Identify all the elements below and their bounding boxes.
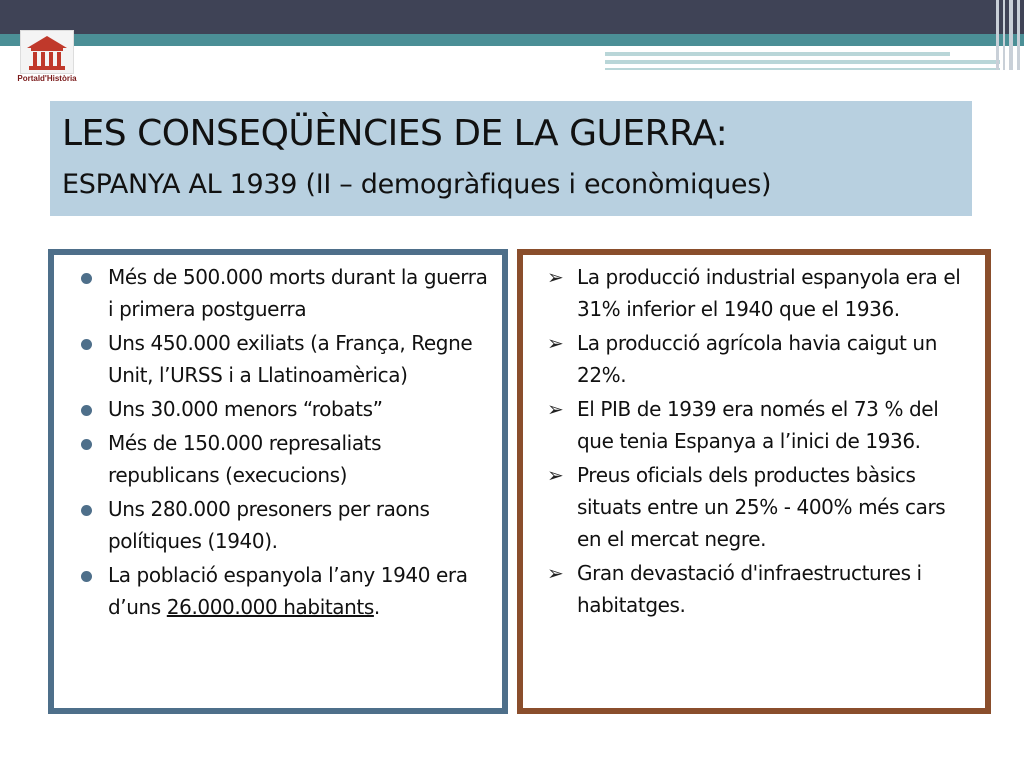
economic-list bbox=[523, 255, 985, 621]
bullet-dot-icon bbox=[81, 405, 92, 416]
arrow-bullet-icon: ➢ bbox=[547, 561, 564, 585]
logo[interactable] bbox=[14, 30, 80, 88]
list-item bbox=[547, 459, 975, 555]
arrow-bullet-icon: ➢ bbox=[547, 331, 564, 355]
list-item bbox=[81, 493, 490, 557]
list-item bbox=[547, 261, 975, 325]
list-item-text: El PIB de 1939 era només el 73 % del que tenia Espanya a l’inici de 1936. bbox=[577, 397, 939, 453]
list-item-text: Gran devastació d'infraestructures i habitatges. bbox=[577, 561, 922, 617]
list-item-text: La producció agrícola havia caigut un 22%. bbox=[577, 331, 937, 387]
list-item bbox=[81, 261, 490, 325]
list-item bbox=[81, 393, 490, 425]
list-item-text: Més de 500.000 morts durant la guerra i primera postguerra bbox=[108, 265, 488, 321]
logo-label: Portald'Història bbox=[17, 74, 77, 83]
page-title: LES CONSEQÜÈNCIES DE LA GUERRA: bbox=[62, 113, 728, 154]
arrow-bullet-icon: ➢ bbox=[547, 265, 564, 289]
arrow-bullet-icon: ➢ bbox=[547, 463, 564, 487]
demographic-consequences-panel bbox=[48, 249, 508, 714]
list-item-text: Més de 150.000 represaliats republicans (execucions) bbox=[108, 431, 382, 487]
list-item bbox=[81, 327, 490, 391]
list-item-text: Uns 30.000 menors “robats” bbox=[108, 397, 383, 421]
list-item-text: La població espanyola l’any 1940 era d’uns bbox=[108, 563, 468, 619]
list-item bbox=[81, 427, 490, 491]
bullet-dot-icon bbox=[81, 439, 92, 450]
list-item-text: Preus oficials dels productes bàsics situats entre un 25% - 400% més cars en el mercat negre. bbox=[577, 463, 946, 551]
portal-building-icon bbox=[20, 30, 74, 74]
economic-consequences-panel bbox=[517, 249, 991, 714]
list-item-text: . bbox=[373, 595, 380, 619]
arrow-bullet-icon: ➢ bbox=[547, 397, 564, 421]
list-item-text: Uns 280.000 presoners per raons polítiques (1940). bbox=[108, 497, 430, 553]
list-item-text: La producció industrial espanyola era el 31% inferior el 1940 que el 1936. bbox=[577, 265, 961, 321]
underlined-population: 26.000.000 habitants bbox=[166, 595, 374, 619]
demographic-list bbox=[54, 255, 502, 623]
title-box bbox=[50, 101, 972, 216]
teal-band bbox=[0, 34, 1024, 46]
bullet-dot-icon bbox=[81, 339, 92, 350]
list-item bbox=[81, 559, 490, 623]
decor-stripe bbox=[605, 60, 1000, 64]
bullet-dot-icon bbox=[81, 273, 92, 284]
list-item bbox=[547, 327, 975, 391]
list-item-text: Uns 450.000 exiliats (a França, Regne Unit, l’URSS i a Llatinoamèrica) bbox=[108, 331, 473, 387]
decor-vertical-bars bbox=[994, 0, 1024, 70]
page-subtitle: ESPANYA AL 1939 (II – demogràfiques i econòmiques) bbox=[62, 169, 772, 200]
top-band bbox=[0, 0, 1024, 34]
decor-stripe bbox=[605, 68, 1000, 70]
bullet-dot-icon bbox=[81, 505, 92, 516]
list-item bbox=[547, 393, 975, 457]
list-item bbox=[547, 557, 975, 621]
bullet-dot-icon bbox=[81, 571, 92, 582]
decor-stripe bbox=[605, 52, 950, 56]
